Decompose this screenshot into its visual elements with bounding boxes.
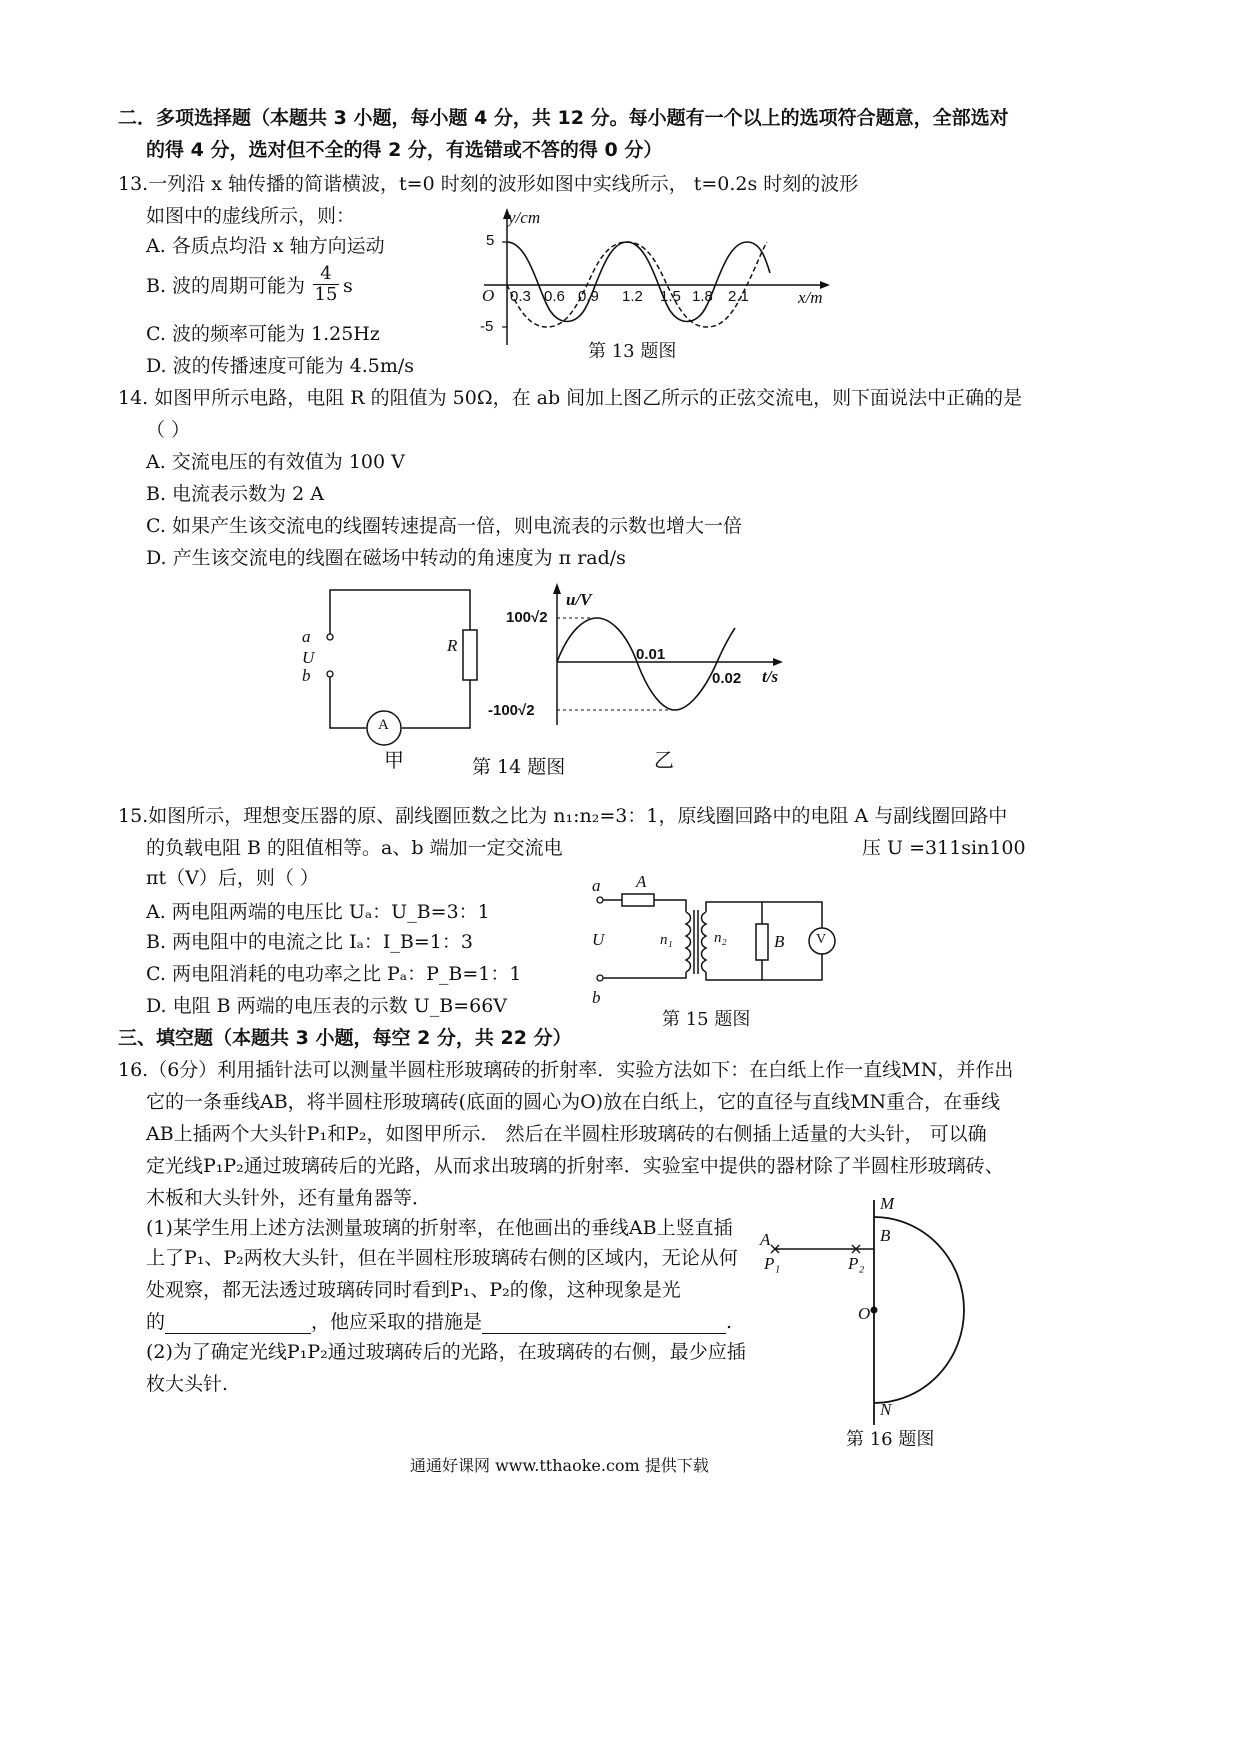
q15-voltmeter-label: V [816, 932, 827, 947]
q16-sub1-line4 [146, 1310, 732, 1334]
q16-label-p2: P₂ [848, 1254, 865, 1273]
q13-option-a: A. 各质点均沿 x 轴方向运动 [146, 235, 385, 257]
q16-stem-line1: 16.（6分）利用插针法可以测量半圆柱形玻璃砖的折射率．实验方法如下：在白纸上作一直线MN，并作出 [118, 1059, 1014, 1081]
q14-option-a: A. 交流电压的有效值为 100 V [146, 451, 405, 473]
q15-figure-caption: 第 15 题图 [662, 1009, 751, 1030]
q13-y-axis-label: y/cm [508, 208, 541, 227]
q13-x-tick: 0.6 [544, 288, 565, 305]
voltage-sine-curve [557, 618, 735, 710]
q13-stem: 13.一列沿 x 轴传播的简谐横波，t=0 时刻的波形如图中实线所示， t=0.2s 时刻的波形 [118, 173, 859, 195]
q16-answer-blank-1[interactable] [165, 1313, 311, 1334]
wire [603, 972, 686, 978]
q15-stem-cont-right: 压 U =311sin100 [862, 837, 1026, 859]
wire [706, 954, 822, 980]
q13-y-min-label: -5 [480, 318, 494, 335]
q14-y-min-label: -100√2 [488, 702, 535, 719]
q15-stem-cont: 的负载电阻 B 的阻值相等。a、b 端加一定交流电 [146, 837, 563, 859]
q15-terminal-b-label: b [592, 988, 601, 1007]
q13-x-tick: 0.3 [510, 288, 531, 305]
section-2-heading-cont: 的得 4 分，选对但不全的得 2 分，有选错或不答的得 0 分） [146, 139, 663, 161]
q16-sub1-line3: 处观察，都无法透过玻璃砖同时看到P₁、P₂的像，这种现象是光 [146, 1279, 681, 1301]
q15-stem-end: πt（V）后，则（ ） [146, 867, 319, 889]
q13-option-b-prefix: B. 波的周期可能为 [146, 275, 306, 297]
q16-sub1-text-c: . [726, 1311, 733, 1333]
q14-t1-label: 0.01 [636, 646, 666, 663]
circuit-wire-top [330, 590, 470, 635]
q13-origin-label: O [482, 286, 495, 305]
q13-y-max-label: 5 [486, 232, 495, 249]
q13-x-tick: 1.8 [692, 288, 713, 305]
q14-figure-caption: 第 14 题图 [472, 756, 566, 778]
circuit-wire-right [402, 680, 470, 728]
q15-option-b: B. 两电阻中的电流之比 Iₐ：I_B=1：3 [146, 931, 473, 953]
q13-x-tick: 1.2 [622, 288, 643, 305]
section-3-heading: 三、填空题（本题共 3 小题，每空 2 分，共 22 分） [118, 1027, 572, 1049]
q14-voltage-label: U [302, 648, 315, 667]
q16-label-p1: P₁ [764, 1254, 781, 1273]
q15-stem: 15.如图所示，理想变压器的原、副线圈匝数之比为 n₁:n₂=3：1，原线圈回路中的电阻 A 与副线圈回路中 [118, 805, 1008, 827]
q13-figure-caption: 第 13 题图 [588, 341, 677, 362]
q14-resistor-label: R [447, 636, 458, 655]
q14-terminal-a-label: a [302, 627, 311, 646]
q13-x-tick: 1.5 [660, 288, 681, 305]
q15-option-c: C. 两电阻消耗的电功率之比 Pₐ：P_B=1：1 [146, 963, 522, 985]
q16-sub1-text-b: ，他应采取的措施是 [311, 1311, 483, 1333]
q15-n1-label: n₁ [660, 932, 673, 948]
q15-voltage-label: U [592, 930, 605, 949]
q13-x-tick: 0.9 [578, 288, 599, 305]
resistor-b [756, 924, 768, 960]
q15-resistor-a-label: A [636, 872, 647, 891]
fraction-numerator: 4 [320, 263, 332, 284]
section-2-heading: 二．多项选择题（本题共 3 小题，每小题 4 分，共 12 分。每小题有一个以上的选项符合题意，全部选对 [118, 107, 1009, 129]
resistor-r [463, 630, 477, 680]
terminal-b [597, 975, 603, 981]
q14-option-d: D. 产生该交流电的线圈在磁场中转动的角速度为 π rad/s [146, 547, 626, 569]
q16-label-m: M [880, 1194, 895, 1213]
q14-stem: 14. 如图甲所示电路，电阻 R 的阻值为 50Ω，在 ab 间加上图乙所示的正弦交流电，则下面说法中正确的是 [118, 387, 1023, 409]
q14-x-axis-label: t/s [762, 667, 779, 686]
terminal-b [327, 671, 333, 677]
q13-option-d: D. 波的传播速度可能为 4.5m/s [146, 355, 415, 377]
fraction-denominator: 15 [314, 284, 338, 305]
q14-y-axis-label: u/V [566, 590, 592, 609]
q16-stem-line5: 木板和大头针外，还有量角器等． [146, 1187, 432, 1209]
solid-wave [507, 242, 770, 322]
q14-y-max-label: 100√2 [506, 609, 548, 626]
x-axis-arrow [773, 658, 783, 666]
terminal-a [597, 897, 603, 903]
center-point-o [871, 1307, 878, 1314]
secondary-coil [702, 912, 707, 972]
q16-sub1-line2: 上了P₁、P₂两枚大头针，但在半圆柱形玻璃砖右侧的区域内，无论从何 [146, 1247, 738, 1269]
q14-option-b: B. 电流表示数为 2 A [146, 483, 324, 505]
q14-ammeter-label: A [378, 717, 389, 733]
q13-x-axis-label: x/m [798, 288, 823, 307]
q14-option-c: C. 如果产生该交流电的线圈转速提高一倍，则电流表的示数也增大一倍 [146, 515, 742, 537]
q14-figure-b-label: 乙 [654, 748, 674, 772]
q16-sub1-text-a: 的 [146, 1311, 166, 1333]
resistor-a [622, 894, 654, 906]
q15-n2-label: n₂ [714, 930, 727, 946]
q16-stem-line4: 定光线P₁P₂通过玻璃砖后的光路，从而求出玻璃的折射率．实验室中提供的器材除了半圆柱形玻璃砖、 [146, 1155, 1004, 1177]
q16-label-n: N [880, 1400, 892, 1419]
q16-stem-line2: 它的一条垂线AB，将半圆柱形玻璃砖(底面的圆心为O)放在白纸上，它的直径与直线MN重合，在垂线 [146, 1091, 1001, 1113]
q13-option-b-fraction [313, 264, 339, 305]
q16-sub2-line2: 枚大头针. [146, 1373, 229, 1395]
wire [654, 900, 686, 912]
q16-figure-caption: 第 16 题图 [846, 1429, 935, 1450]
q16-label-a: A [760, 1230, 771, 1249]
q16-answer-blank-2[interactable] [482, 1313, 726, 1334]
q13-x-tick: 2.1 [728, 288, 749, 305]
q14-terminal-b-label: b [302, 666, 311, 685]
q16-label-o: O [858, 1304, 871, 1323]
y-axis-arrow [553, 583, 561, 594]
q16-label-b: B [880, 1226, 891, 1245]
q14-figure-a-label: 甲 [384, 748, 404, 772]
q14-t2-label: 0.02 [712, 670, 742, 687]
terminal-a [327, 634, 333, 640]
q13-stem-cont: 如图中的虚线所示，则： [146, 205, 356, 227]
q15-option-d: D. 电阻 B 两端的电压表的示数 U_B=66V [146, 995, 508, 1017]
q16-sub1-line1: (1)某学生用上述方法测量玻璃的折射率，在他画出的垂线AB上竖直插 [146, 1217, 733, 1239]
primary-coil [686, 912, 691, 972]
q14-answer-paren: （ ） [146, 419, 191, 441]
q13-option-b-unit: s [343, 275, 353, 297]
q15-resistor-b-label: B [774, 932, 785, 951]
q16-stem-line3: AB上插两个大头针P₁和P₂，如图甲所示． 然后在半圆柱形玻璃砖的右侧插上适量的大头针， 可以确 [146, 1123, 987, 1145]
q15-terminal-a-label: a [592, 876, 601, 895]
page-footer: 通通好课网 www.tthaoke.com 提供下载 [410, 1456, 709, 1475]
q13-option-c: C. 波的频率可能为 1.25Hz [146, 323, 380, 345]
circuit-wire-bottom [330, 677, 366, 728]
q14-circuit-diagram [320, 585, 490, 755]
q15-option-a: A. 两电阻两端的电压比 Uₐ：U_B=3：1 [146, 901, 490, 923]
q16-sub2-line1: (2)为了确定光线P₁P₂通过玻璃砖后的光路，在玻璃砖的右侧，最少应插 [146, 1341, 746, 1363]
